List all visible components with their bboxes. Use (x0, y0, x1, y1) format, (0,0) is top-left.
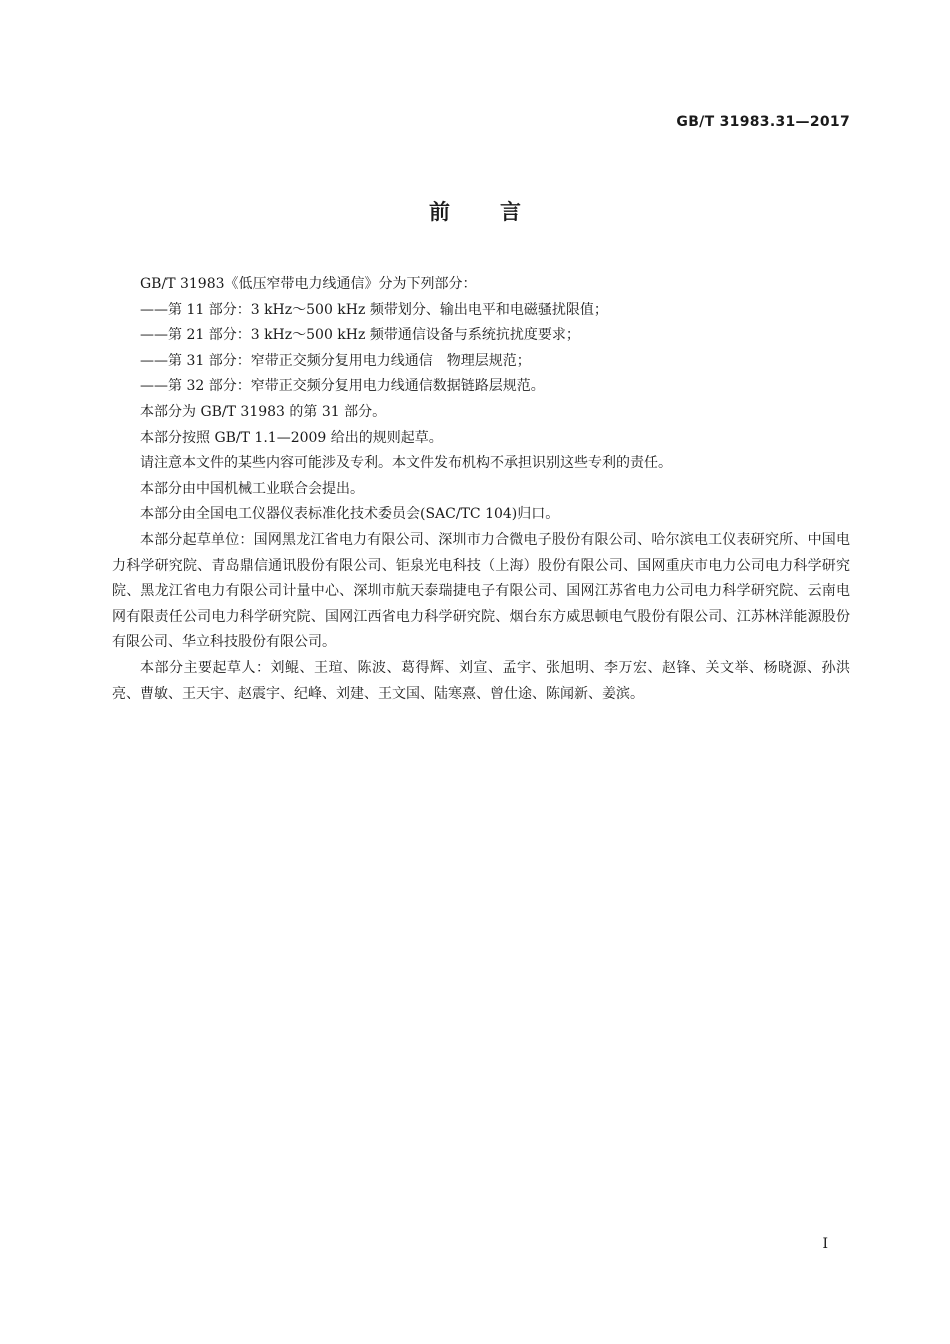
paragraph-part-11: ——第 11 部分：3 kHz～500 kHz 频带划分、输出电平和电磁骚扰限值； (140, 301, 608, 318)
paragraph-part-32: ——第 32 部分：窄带正交频分复用电力线通信数据链路层规范。 (140, 378, 545, 395)
paragraph-drafting-units: 本部分起草单位：国网黑龙江省电力有限公司、深圳市力合微电子股份有限公司、哈尔滨电工仪表研究所、中国电力科学研究院、青岛鼎信通讯股份有限公司、钜泉光电科技（上海）股份有限公司、国网重庆市电力公司电力科学研究院、黑龙江省电力有限公司计量中心、深圳市航天泰瑞捷电子有限公司、国网江苏省电力公司电力科学研究院、云南电网有限责任公司电力科学研究院、国网江西省电力科学研究院、烟台东方威思顿电气股份有限公司、江苏林洋能源股份有限公司、华立科技股份有限公司。 (112, 531, 850, 651)
document-number: GB/T 31983.31—2017 (676, 114, 850, 130)
paragraph-part-31: ——第 31 部分：窄带正交频分复用电力线通信 物理层规范； (140, 352, 531, 369)
paragraph-proposed-by: 本部分由中国机械工业联合会提出。 (140, 480, 364, 497)
page-number: I (822, 1236, 828, 1252)
paragraph-managed-by: 本部分由全国电工仪器仪表标准化技术委员会(SAC/TC 104)归口。 (140, 506, 560, 523)
paragraph-drafting-rules: 本部分按照 GB/T 1.1—2009 给出的规则起草。 (140, 429, 443, 446)
paragraph-part-21: ——第 21 部分：3 kHz～500 kHz 频带通信设备与系统抗扰度要求； (140, 327, 580, 344)
paragraph-main-drafters: 本部分主要起草人：刘鲲、王瑄、陈波、葛得辉、刘宣、孟宇、张旭明、李万宏、赵锋、关文举、杨晓源、孙洪亮、曹敏、王天宇、赵震宇、纪峰、刘建、王文国、陆寒熹、曾仕途、陈闻新、姜滨。 (112, 659, 850, 702)
paragraph-this-part: 本部分为 GB/T 31983 的第 31 部分。 (140, 403, 387, 420)
page-title: 前言 (429, 200, 571, 224)
document-body (112, 272, 850, 707)
paragraph-patent-notice: 请注意本文件的某些内容可能涉及专利。本文件发布机构不承担识别这些专利的责任。 (140, 455, 672, 472)
paragraph-parts-intro: GB/T 31983《低压窄带电力线通信》分为下列部分： (140, 276, 477, 292)
